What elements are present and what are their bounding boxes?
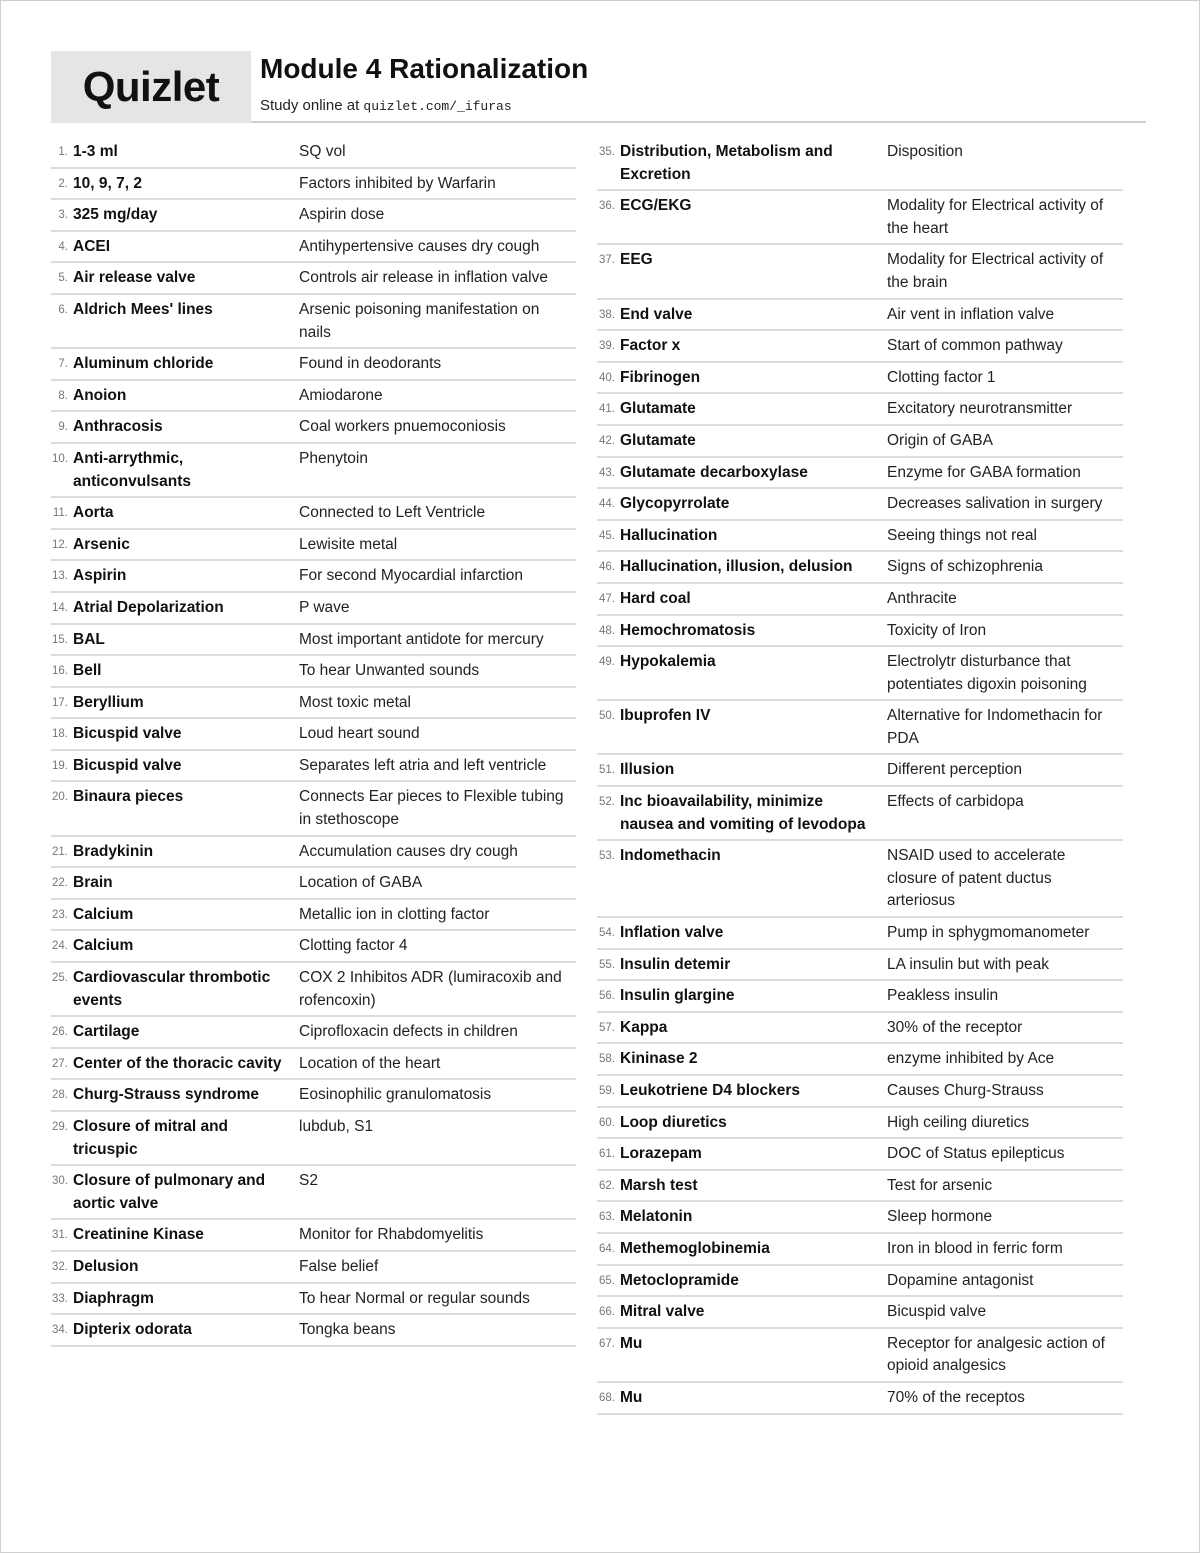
- card-term: End valve: [620, 305, 693, 323]
- card-term: Inflation valve: [620, 924, 724, 942]
- card-row: [597, 587, 1123, 616]
- card-definition: NSAID used to accelerate closure of patent ductus arteriosus: [887, 847, 1066, 910]
- card-definition: S2: [299, 1172, 318, 1190]
- card-number: 45.: [599, 529, 615, 542]
- card-term: Mu: [620, 1388, 643, 1406]
- card-definition: Phenytoin: [299, 449, 368, 467]
- card-row: [597, 303, 1123, 332]
- card-number: 42.: [599, 434, 615, 447]
- card-term: Mu: [620, 1334, 643, 1352]
- card-row: [597, 1174, 1123, 1203]
- card-term: Ibuprofen IV: [620, 707, 711, 725]
- card-term: Mitral valve: [620, 1303, 705, 1321]
- card-row: [597, 650, 1123, 701]
- cards-column-left: [51, 140, 576, 1350]
- page-title: Module 4 Rationalization: [260, 53, 589, 84]
- card-term: Melatonin: [620, 1208, 693, 1226]
- card-term: Air release valve: [73, 269, 196, 287]
- card-row: [51, 384, 576, 413]
- card-row: [51, 966, 576, 1017]
- card-row: [51, 298, 576, 349]
- card-term: Illusion: [620, 761, 675, 779]
- card-number: 39.: [599, 340, 615, 353]
- card-term: Arsenic: [73, 535, 130, 553]
- card-term: Delusion: [73, 1257, 139, 1275]
- card-row: [51, 628, 576, 657]
- card-term: Calcium: [73, 905, 134, 923]
- card-number: 13.: [52, 570, 68, 583]
- card-number: 12.: [52, 538, 68, 551]
- card-number: 63.: [599, 1211, 615, 1224]
- card-term: Calcium: [73, 937, 134, 955]
- card-definition: Antihypertensive causes dry cough: [299, 237, 540, 255]
- card-row: [51, 447, 576, 498]
- card-term: Hard coal: [620, 589, 691, 607]
- card-row: [51, 533, 576, 562]
- card-definition: High ceiling diuretics: [887, 1113, 1030, 1131]
- card-number: 27.: [52, 1057, 68, 1070]
- card-definition: Connected to Left Ventricle: [299, 504, 486, 522]
- card-term: ACEI: [73, 237, 111, 255]
- card-definition: Air vent in inflation valve: [887, 305, 1055, 323]
- card-number: 62.: [599, 1179, 615, 1192]
- card-term: Cardiovascular thrombotic events: [73, 969, 271, 1009]
- card-row: [51, 691, 576, 720]
- card-number: 52.: [599, 796, 615, 809]
- card-row: [597, 1016, 1123, 1045]
- card-number: 14.: [52, 601, 68, 614]
- card-row: [51, 840, 576, 869]
- cards-column-right: [597, 140, 1123, 1418]
- card-term: Cartilage: [73, 1023, 140, 1041]
- card-definition: Loud heart sound: [299, 725, 420, 743]
- card-definition: Seeing things not real: [887, 526, 1037, 544]
- card-term: Loop diuretics: [620, 1113, 727, 1131]
- card-term: Hemochromatosis: [620, 621, 756, 639]
- card-number: 65.: [599, 1274, 615, 1287]
- card-number: 22.: [52, 877, 68, 890]
- card-definition: Factors inhibited by Warfarin: [299, 174, 496, 192]
- card-number: 17.: [52, 696, 68, 709]
- card-row: [51, 352, 576, 381]
- card-row: [597, 921, 1123, 950]
- card-row: [51, 1318, 576, 1347]
- card-term: Churg-Strauss syndrome: [73, 1086, 260, 1104]
- study-url-link[interactable]: quizlet.com/_ifuras: [363, 99, 512, 114]
- card-row: [51, 1223, 576, 1252]
- card-row: [597, 704, 1123, 755]
- card-term: Bicuspid valve: [73, 725, 182, 743]
- card-definition: Effects of carbidopa: [887, 793, 1024, 811]
- card-definition: For second Myocardial infarction: [299, 567, 523, 585]
- card-definition: Aspirin dose: [299, 206, 385, 224]
- card-row: [51, 1115, 576, 1166]
- card-row: [51, 172, 576, 201]
- card-number: 34.: [52, 1324, 68, 1337]
- card-term: Anoion: [73, 386, 127, 404]
- card-term: Glutamate: [620, 400, 696, 418]
- card-term: Center of the thoracic cavity: [73, 1054, 282, 1072]
- card-row: [597, 366, 1123, 395]
- card-row: [597, 524, 1123, 553]
- card-term: Aspirin: [73, 567, 127, 585]
- card-number: 43.: [599, 466, 615, 479]
- card-definition: Arsenic poisoning manifestation on nails: [299, 300, 540, 341]
- card-row: [51, 266, 576, 295]
- card-term: Bell: [73, 662, 102, 680]
- card-row: [597, 1386, 1123, 1415]
- card-number: 10.: [52, 452, 68, 465]
- card-term: 325 mg/day: [73, 206, 158, 224]
- card-row: [597, 1142, 1123, 1171]
- card-number: 31.: [52, 1229, 68, 1242]
- card-number: 49.: [599, 656, 615, 669]
- card-definition: Peakless insulin: [887, 987, 999, 1005]
- card-definition: Disposition: [887, 143, 963, 160]
- card-number: 11.: [52, 507, 68, 520]
- card-definition: SQ vol: [299, 143, 346, 160]
- card-number: 21.: [52, 845, 68, 858]
- card-row: [51, 140, 576, 169]
- card-term: Glycopyrrolate: [620, 495, 730, 513]
- card-definition: LA insulin but with peak: [887, 955, 1049, 973]
- card-term: Kappa: [620, 1018, 668, 1036]
- card-number: 20.: [52, 791, 68, 804]
- card-term: ECG/EKG: [620, 197, 692, 215]
- card-row: [51, 564, 576, 593]
- card-definition: Pump in sphygmomanometer: [887, 924, 1090, 942]
- logo-text: Quizlet: [82, 63, 220, 110]
- card-number: 58.: [599, 1053, 615, 1066]
- card-row: [597, 555, 1123, 584]
- card-row: [597, 790, 1123, 841]
- card-definition: To hear Normal or regular sounds: [299, 1289, 530, 1307]
- card-number: 54.: [599, 927, 615, 940]
- card-definition: Decreases salivation in surgery: [887, 495, 1103, 513]
- card-number: 36.: [599, 200, 615, 213]
- card-row: [597, 1205, 1123, 1234]
- card-definition: COX 2 Inhibitos ADR (lumiracoxib and rofencoxin): [299, 969, 562, 1009]
- card-definition: Coal workers pnuemoconiosis: [299, 418, 506, 436]
- card-term: Inc bioavailability, minimize nausea and vomiting of levodopa: [620, 793, 866, 833]
- card-number: 1.: [58, 146, 68, 158]
- card-number: 50.: [599, 710, 615, 723]
- card-definition: Excitatory neurotransmitter: [887, 400, 1073, 418]
- card-term: Kininase 2: [620, 1050, 698, 1068]
- card-definition: To hear Unwanted sounds: [299, 662, 480, 680]
- card-number: 59.: [599, 1085, 615, 1097]
- card-term: 1-3 ml: [73, 143, 118, 160]
- card-row: [597, 984, 1123, 1013]
- card-row: [51, 1287, 576, 1316]
- card-definition: Clotting factor 4: [299, 937, 408, 955]
- card-number: 30.: [52, 1175, 68, 1188]
- card-definition: Modality for Electrical activity of the heart: [887, 197, 1104, 237]
- card-row: [51, 871, 576, 900]
- card-number: 53.: [599, 850, 615, 863]
- card-number: 6.: [58, 303, 68, 316]
- card-definition: Signs of schizophrenia: [887, 558, 1043, 576]
- card-definition: Found in deodorants: [299, 355, 442, 373]
- study-online-subtitle: [260, 97, 512, 114]
- card-term: Creatinine Kinase: [73, 1226, 204, 1244]
- card-definition: P wave: [299, 598, 350, 616]
- card-number: 68.: [599, 1391, 615, 1404]
- card-row: [597, 140, 1123, 191]
- card-number: 40.: [599, 371, 615, 384]
- card-term: Metoclopramide: [620, 1271, 739, 1289]
- card-number: 67.: [599, 1337, 615, 1350]
- card-definition: Connects Ear pieces to Flexible tubing in stethoscope: [299, 788, 564, 829]
- card-term: Indomethacin: [620, 847, 721, 865]
- card-row: [597, 844, 1123, 918]
- card-definition: 30% of the receptor: [887, 1018, 1023, 1036]
- card-term: Atrial Depolarization: [73, 598, 224, 616]
- card-number: 19.: [52, 759, 68, 772]
- card-definition: Location of the heart: [299, 1054, 441, 1072]
- card-term: 10, 9, 7, 2: [73, 174, 142, 192]
- card-term: BAL: [73, 630, 105, 648]
- card-term: Factor x: [620, 337, 681, 355]
- card-number: 37.: [599, 254, 615, 267]
- card-row: [51, 659, 576, 688]
- card-number: 61.: [599, 1148, 615, 1161]
- card-number: 51.: [599, 764, 615, 777]
- card-number: 16.: [52, 665, 68, 678]
- card-term: Methemoglobinemia: [620, 1239, 770, 1257]
- card-term: Distribution, Metabolism and Excretion: [620, 143, 833, 183]
- card-term: Hallucination: [620, 526, 718, 544]
- card-number: 32.: [52, 1260, 68, 1273]
- card-term: EEG: [620, 251, 653, 269]
- card-term: Bicuspid valve: [73, 756, 182, 774]
- card-term: Glutamate decarboxylase: [620, 463, 808, 481]
- card-number: 57.: [599, 1021, 615, 1034]
- card-definition: Bicuspid valve: [887, 1303, 987, 1321]
- card-term: Marsh test: [620, 1176, 698, 1194]
- card-definition: Lewisite metal: [299, 535, 398, 553]
- card-term: Aorta: [73, 504, 114, 522]
- card-row: [51, 1020, 576, 1049]
- card-term: Leukotriene D4 blockers: [620, 1082, 801, 1099]
- card-row: [51, 415, 576, 444]
- card-number: 7.: [58, 358, 68, 371]
- card-term: Glutamate: [620, 431, 696, 449]
- card-definition: 70% of the receptos: [887, 1388, 1025, 1406]
- card-number: 60.: [599, 1116, 615, 1129]
- card-row: [597, 334, 1123, 363]
- card-number: 44.: [599, 498, 615, 511]
- card-term: Insulin glargine: [620, 987, 735, 1005]
- card-row: [51, 1169, 576, 1220]
- card-term: Lorazepam: [620, 1145, 702, 1163]
- card-number: 23.: [52, 908, 68, 921]
- card-term: Fibrinogen: [620, 368, 701, 386]
- card-number: 64.: [599, 1242, 615, 1255]
- card-row: [51, 235, 576, 264]
- card-definition: Separates left atria and left ventricle: [299, 756, 547, 774]
- card-number: 2.: [58, 177, 68, 190]
- card-row: [597, 397, 1123, 426]
- card-definition: Modality for Electrical activity of the brain: [887, 251, 1104, 291]
- card-term: Aldrich Mees' lines: [73, 300, 213, 318]
- card-row: [597, 1111, 1123, 1140]
- card-number: 46.: [599, 561, 615, 574]
- card-number: 18.: [52, 728, 68, 741]
- card-row: [597, 429, 1123, 458]
- card-row: [597, 758, 1123, 787]
- card-row: [597, 461, 1123, 490]
- card-row: [51, 785, 576, 836]
- card-row: [51, 754, 576, 783]
- card-definition: Monitor for Rhabdomyelitis: [299, 1226, 484, 1244]
- card-term: Closure of mitral and tricuspic: [73, 1118, 229, 1158]
- card-number: 25.: [52, 972, 68, 985]
- card-number: 24.: [52, 940, 68, 953]
- card-definition: Origin of GABA: [887, 431, 993, 449]
- card-term: Aluminum chloride: [73, 355, 214, 373]
- card-definition: Controls air release in inflation valve: [299, 269, 548, 287]
- card-row: [597, 248, 1123, 299]
- card-definition: Anthracite: [887, 589, 957, 607]
- card-row: [51, 501, 576, 530]
- card-number: 41.: [599, 403, 615, 416]
- card-definition: Metallic ion in clotting factor: [299, 905, 490, 923]
- card-row: [597, 194, 1123, 245]
- card-term: Closure of pulmonary and aortic valve: [73, 1172, 266, 1212]
- card-definition: Test for arsenic: [887, 1176, 993, 1194]
- card-number: 28.: [52, 1089, 68, 1102]
- card-number: 26.: [52, 1026, 68, 1039]
- subtitle-prefix: Study online at: [260, 97, 364, 114]
- card-number: 4.: [58, 240, 68, 253]
- card-row: [597, 1269, 1123, 1298]
- card-definition: Alternative for Indomethacin for PDA: [887, 707, 1103, 747]
- card-definition: Most important antidote for mercury: [299, 630, 544, 648]
- card-term: Anthracosis: [73, 418, 163, 436]
- card-definition: Iron in blood in ferric form: [887, 1239, 1063, 1257]
- card-definition: Location of GABA: [299, 874, 423, 892]
- quizlet-logo: [51, 51, 251, 123]
- card-definition: Receptor for analgesic action of opioid analgesics: [887, 1334, 1105, 1375]
- card-row: [51, 596, 576, 625]
- header-divider: [251, 121, 1146, 123]
- card-row: [597, 1047, 1123, 1076]
- card-row: [51, 934, 576, 963]
- card-row: [597, 1300, 1123, 1329]
- card-definition: Dopamine antagonist: [887, 1271, 1034, 1289]
- card-row: [51, 903, 576, 932]
- card-term: Anti-arrythmic, anticonvulsants: [73, 449, 191, 490]
- card-number: 29.: [52, 1121, 68, 1133]
- card-row: [597, 953, 1123, 982]
- card-term: Diaphragm: [73, 1289, 154, 1307]
- card-number: 47.: [599, 592, 615, 605]
- card-term: Hallucination, illusion, delusion: [620, 558, 853, 576]
- card-definition: Accumulation causes dry cough: [299, 842, 518, 860]
- card-definition: Tongka beans: [299, 1321, 396, 1339]
- card-row: [51, 1083, 576, 1112]
- card-number: 66.: [599, 1306, 615, 1319]
- card-definition: Clotting factor 1: [887, 368, 996, 386]
- card-definition: False belief: [299, 1257, 379, 1275]
- card-number: 35.: [599, 146, 615, 158]
- card-definition: Sleep hormone: [887, 1208, 993, 1226]
- card-term: Insulin detemir: [620, 955, 731, 973]
- card-term: Bradykinin: [73, 842, 154, 860]
- card-definition: Eosinophilic granulomatosis: [299, 1086, 492, 1104]
- card-definition: Different perception: [887, 761, 1022, 779]
- card-row: [597, 1237, 1123, 1266]
- card-number: 48.: [599, 624, 615, 637]
- card-row: [51, 1255, 576, 1284]
- card-definition: Start of common pathway: [887, 337, 1063, 355]
- card-number: 3.: [58, 209, 68, 222]
- card-number: 56.: [599, 990, 615, 1003]
- card-definition: Electrolytr disturbance that potentiates digoxin poisoning: [887, 653, 1087, 693]
- card-number: 33.: [52, 1292, 68, 1305]
- card-definition: Causes Churg-Strauss: [887, 1082, 1044, 1099]
- card-number: 5.: [58, 272, 68, 285]
- card-row: [597, 1079, 1123, 1108]
- card-definition: lubdub, S1: [299, 1118, 374, 1135]
- card-term: Beryllium: [73, 693, 144, 711]
- card-definition: Amiodarone: [299, 386, 383, 404]
- card-number: 55.: [599, 958, 615, 971]
- card-row: [51, 203, 576, 232]
- card-row: [597, 619, 1123, 648]
- card-definition: Ciprofloxacin defects in children: [299, 1023, 518, 1041]
- card-row: [51, 722, 576, 751]
- card-number: 15.: [52, 633, 68, 646]
- card-term: Dipterix odorata: [73, 1321, 192, 1339]
- card-term: Hypokalemia: [620, 653, 716, 671]
- card-term: Binaura pieces: [73, 788, 184, 806]
- card-number: 38.: [599, 308, 615, 321]
- card-definition: DOC of Status epilepticus: [887, 1145, 1065, 1163]
- card-definition: Enzyme for GABA formation: [887, 463, 1081, 481]
- card-definition: Most toxic metal: [299, 693, 411, 711]
- card-definition: Toxicity of Iron: [887, 621, 987, 639]
- card-row: [51, 1052, 576, 1081]
- card-definition: enzyme inhibited by Ace: [887, 1050, 1055, 1068]
- card-row: [597, 492, 1123, 521]
- card-number: 9.: [58, 421, 68, 434]
- card-row: [597, 1332, 1123, 1383]
- card-number: 8.: [58, 389, 68, 402]
- card-term: Brain: [73, 874, 113, 892]
